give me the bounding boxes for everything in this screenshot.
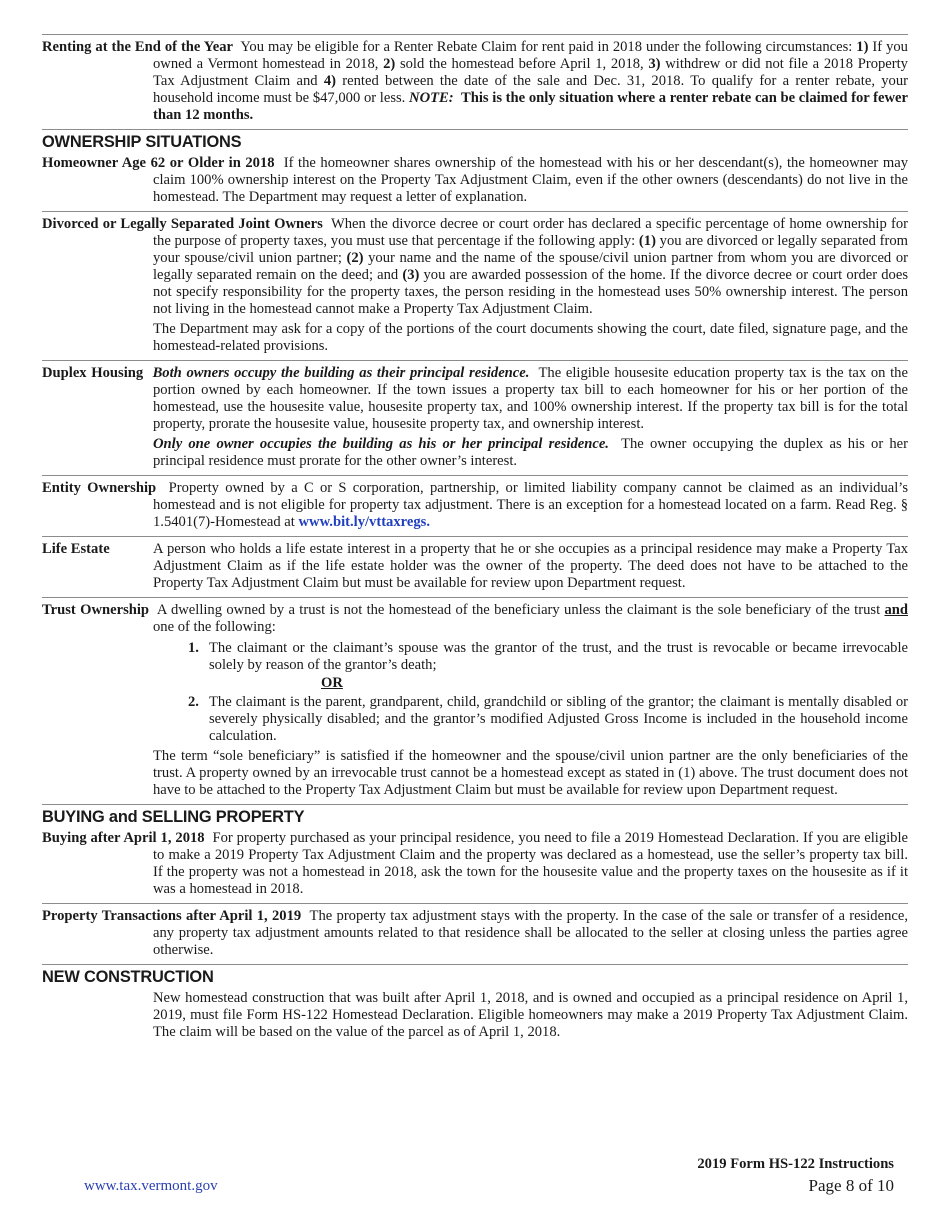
life-estate-entry: Life Estate A person who holds a life estate interest in a property that he or she occupies as a principal residence may make a Property Tax Adjustment Claim as if the life estate holder was the owner of the property. The deed does not have to be attached to the Property Tax Adjustment Claim but must be available for review upon Department request. <box>42 541 908 591</box>
page-content <box>42 34 908 1046</box>
age62-title: Homeowner Age 62 or Older in 2018 <box>42 155 275 171</box>
age62-entry: Homeowner Age 62 or Older in 2018 If the homeowner shares ownership of the homestead with his or her descendant(s), the homeowner may claim 100% ownership interest on the Property Tax Adjustment Claim, even if the other owners (descendants) do not live in the homestead. The Department may request a letter of explanation. <box>42 155 908 205</box>
duplex-entry: Duplex Housing Both owners occupy the building as their principal residence. The eligible housesite education property tax is the tax on the portion owned by each homeowner. If the town issues a property tax bill to each homeowner for his or her portion of the homestead, use the housesite value, housesite property tax, and 100% ownership interest. If the property tax bill is for the total property, prorate the housesite value, housesite property tax, and ownership interest. Only one owner occupies the building as his or her principal residence. The owner occupying the duplex as his or her principal residence must prorate for the other owner’s interest. <box>42 365 908 469</box>
list-item: 1. The claimant or the claimant’s spouse was the grantor of the trust, and the trust is revocable or became irrevocable solely by reason of the grantor’s death; <box>188 640 908 673</box>
or-separator: OR <box>321 675 343 691</box>
divorced-title: Divorced or Legally Separated Joint Owners <box>42 216 323 232</box>
note-text: This is the only situation where a renter rebate can be claimed for fewer than 12 months. <box>153 90 909 123</box>
section-heading-construction: NEW CONSTRUCTION <box>42 968 214 986</box>
trust-paragraph-2: The term “sole beneficiary” is satisfied if the homeowner and the spouse/civil union partner are the only beneficiaries of the trust. A property owned by an irrevocable trust cannot be a homestead except as stated in (1) above. The trust document does not have to be attached to the Property Tax Adjustment Claim but must be available for review upon Department request. <box>153 748 908 798</box>
renting-entry: Renting at the End of the Year You may be eligible for a Renter Rebate Claim for rent paid in 2018 under the following circumstances: 1) If you owned a Vermont homestead in 2018, 2) sold the homestead before April 1, 2018, 3) withdrew or did not file a 2018 Property Tax Adjustment Claim and 4) rented between the date of the sale and Dec. 31, 2018. To qualify for a renter rebate, your household income must be $47,000 or less. NOTE: This is the only situation where a renter rebate can be claimed for fewer than 12 months. <box>42 39 909 123</box>
duplex-title: Duplex Housing <box>42 365 144 381</box>
entity-title: Entity Ownership <box>42 480 157 496</box>
vttaxregs-link[interactable]: www.bit.ly/vttaxregs. <box>298 514 430 530</box>
entity-entry: Entity Ownership Property owned by a C or S corporation, partnership, or limited liability company cannot be claimed as an individual’s homestead and is not eligible for property tax adjustment. There is an exception for a homestead located on a farm. Read Reg. § 1.5401(7)-Homestead at www.bit.ly/vttaxregs. <box>42 480 909 530</box>
buying-title: Buying after April 1, 2018 <box>42 830 205 846</box>
transactions-title: Property Transactions after April 1, 2019 <box>42 908 302 924</box>
section-heading-ownership: OWNERSHIP SITUATIONS <box>42 133 242 151</box>
transactions-entry: Property Transactions after April 1, 2019 The property tax adjustment stays with the property. In the case of the sale or transfer of a residence, any property tax adjustment amounts related to that residence shall be allocated to the seller at closing unless the parties agree otherwise. <box>42 908 908 958</box>
form-title: 2019 Form HS-122 Instructions <box>697 1156 894 1172</box>
life-estate-title: Life Estate <box>42 541 110 557</box>
trust-title: Trust Ownership <box>42 602 150 618</box>
divorced-paragraph-2: The Department may ask for a copy of the portions of the court documents showing the court, date filed, signature page, and the homestead-related provisions. <box>153 321 908 354</box>
renting-title: Renting at the End of the Year <box>42 39 233 55</box>
trust-entry: Trust Ownership A dwelling owned by a trust is not the homestead of the beneficiary unless the claimant is the sole beneficiary of the trust and one of the following: 1. The claimant or the claimant’s spouse was the grantor of the trust, and the trust is revocable or became irrevocable solely by reason of the grantor’s death; OR 2. The claimant is the parent, grandparent, child, grandchild or sibling of the grantor; the claimant is mentally disabled or severely physically disabled; and the grantor’s modified Adjusted Gross Income is included in the household income calculation. The term “sole beneficiary” is satisfied if the homeowner and the spouse/civil union partner are the only beneficiaries of the trust. A property owned by an irrevocable trust cannot be a homestead except as stated in (1) above. The trust document does not have to be attached to the Property Tax Adjustment Claim but must be available for review upon Department request. <box>42 602 908 798</box>
divorced-entry: Divorced or Legally Separated Joint Owners When the divorce decree or court order has declared a specific percentage of home ownership for the purpose of property taxes, you must use that percentage if the following apply: (1) you are divorced or legally separated from your spouse/civil union partner; (2) your name and the name of the spouse/civil union partner from whom you are divorced or legally separated remain on the deed; and (3) you are awarded possession of the home. If the divorce decree or court order does not specify responsibility for the property taxes, the person residing in the homestead uses 50% ownership interest. The person not living in the homestead cannot make a Property Tax Adjustment Claim. The Department may ask for a copy of the portions of the court documents showing the court, date filed, signature page, and the homestead-related provisions. <box>42 216 909 354</box>
section-heading-buying: BUYING and SELLING PROPERTY <box>42 808 305 826</box>
construction-text: New homestead construction that was built after April 1, 2018, and is owned and occupied as a principal residence on April 1, 2019, must file Form HS-122 Homestead Declaration. Eligible homeowners may make a 2019 Property Tax Adjustment Claim. The claim will be based on the value of the parcel as of April 1, 2018. <box>153 990 908 1040</box>
buying-entry: Buying after April 1, 2018 For property purchased as your principal residence, you need to file a 2019 Homestead Declaration. If you are eligible to make a 2019 Property Tax Adjustment Claim and the property was declared as a homestead, use the seller’s property tax bill. If the property was not a homestead in 2018, ask the town for the housesite value and the property taxes on the housesite as if it was a homestead in 2018. <box>42 830 908 897</box>
website-link[interactable]: www.tax.vermont.gov <box>84 1178 218 1194</box>
list-item: 2. The claimant is the parent, grandparent, child, grandchild or sibling of the grantor; the claimant is mentally disabled or severely physically disabled; and the grantor’s modified Adjusted Gross Income is included in the household income calculation. <box>188 694 908 744</box>
note-label: NOTE: <box>409 90 454 106</box>
page-number: Page 8 of 10 <box>808 1176 894 1195</box>
